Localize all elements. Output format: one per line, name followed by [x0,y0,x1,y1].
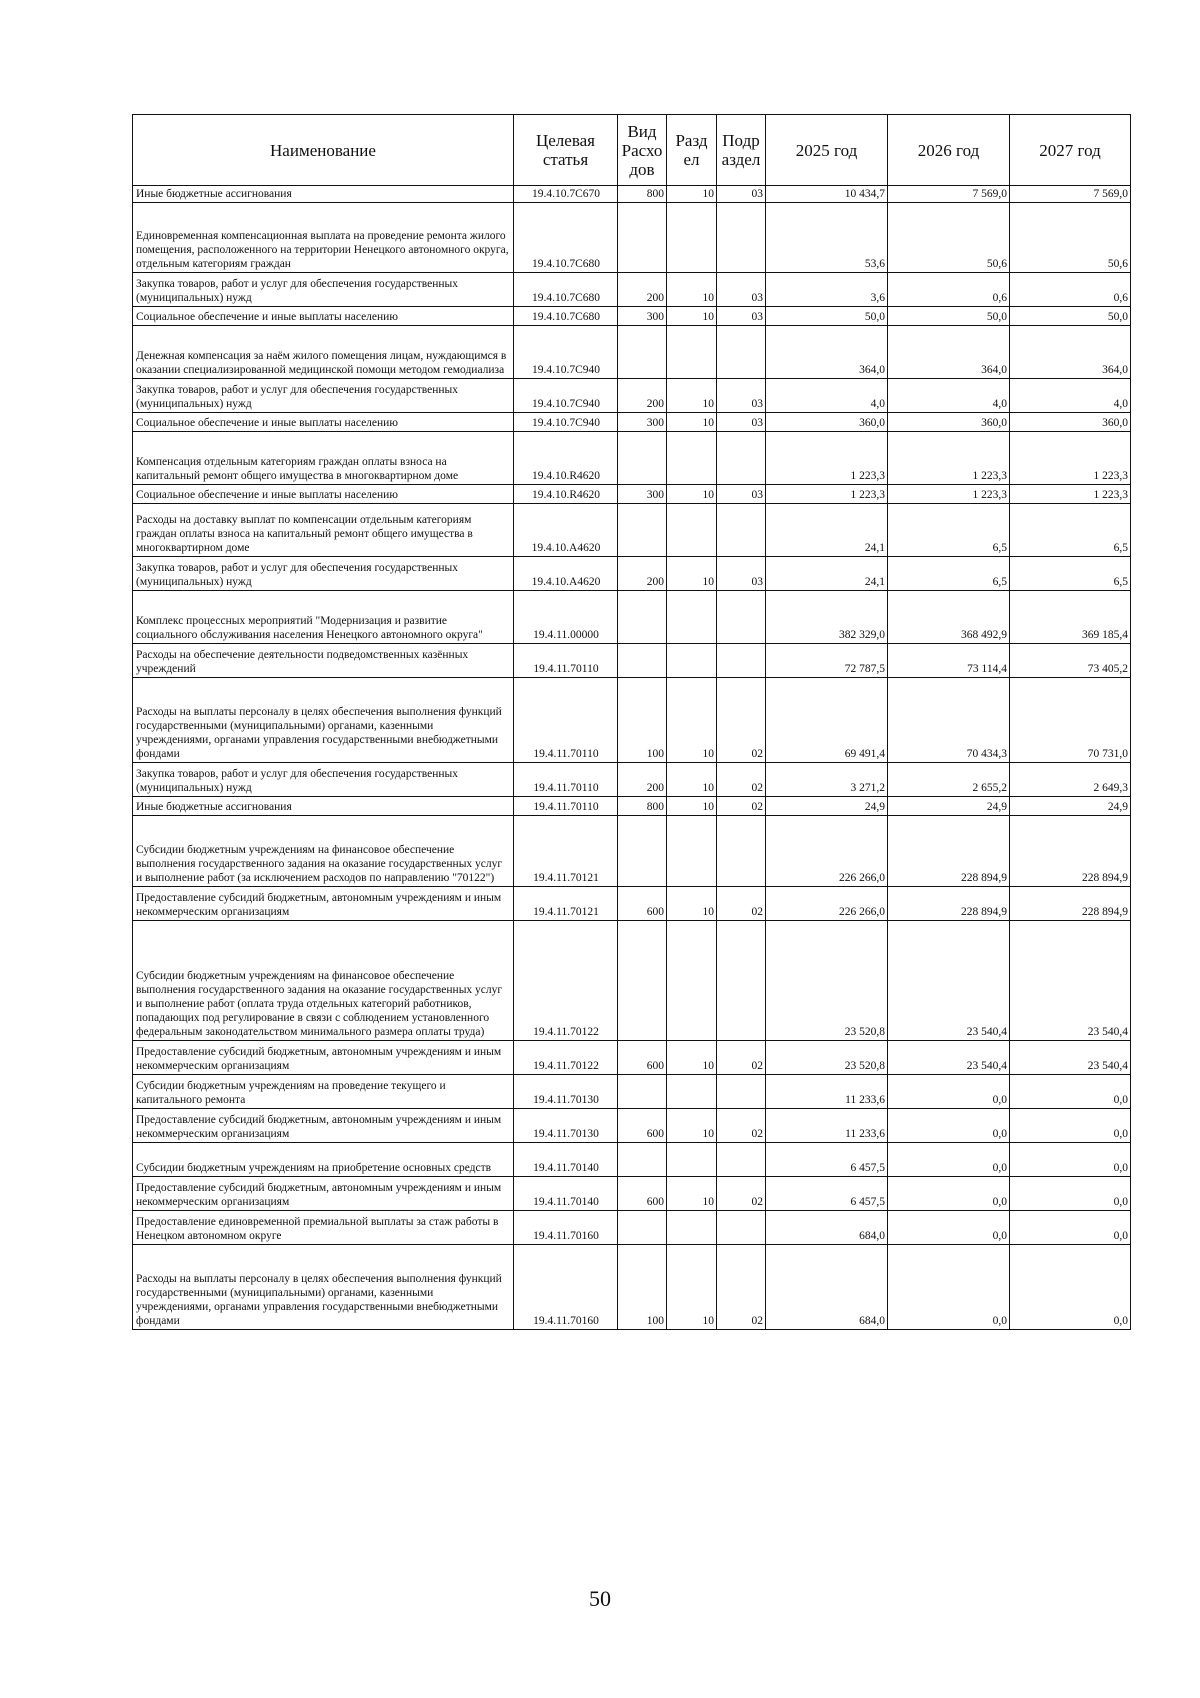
cell-target-article: 19.4.11.70160 [514,1211,618,1245]
cell-expense-type [618,644,667,678]
table-row [133,186,1131,203]
cell-year-2025: 10 434,7 [766,186,888,203]
cell-year-2025: 3,6 [766,273,888,307]
cell-name: Предоставление субсидий бюджетным, автономным учреждениям и иным некоммерческим организациям [133,887,514,921]
cell-expense-type [618,1143,667,1177]
cell-subsection: 02 [717,1109,766,1143]
cell-subsection [717,921,766,1041]
cell-year-2026: 6,5 [888,557,1010,591]
cell-expense-type: 600 [618,1177,667,1211]
cell-year-2025: 684,0 [766,1211,888,1245]
cell-year-2025: 72 787,5 [766,644,888,678]
cell-section [667,203,717,273]
cell-section [667,1143,717,1177]
cell-year-2027: 360,0 [1010,413,1131,432]
cell-expense-type [618,1075,667,1109]
cell-year-2025: 6 457,5 [766,1143,888,1177]
cell-name: Субсидии бюджетным учреждениям на финансовое обеспечение выполнения государственного задания на оказание государственных услуг и выполнение работ (оплата труда отдельных категорий работников, попадающих под регулирование в связи с соблюдением установленного федеральным законодательством минимального размера оплаты труда) [133,921,514,1041]
table-row [133,379,1131,413]
cell-subsection: 02 [717,797,766,816]
cell-subsection: 03 [717,485,766,504]
cell-name: Иные бюджетные ассигнования [133,186,514,203]
cell-year-2026: 228 894,9 [888,887,1010,921]
table-row [133,887,1131,921]
cell-subsection: 02 [717,1041,766,1075]
table-row [133,1075,1131,1109]
cell-year-2027: 0,0 [1010,1143,1131,1177]
cell-target-article: 19.4.11.70110 [514,644,618,678]
cell-target-article: 19.4.11.70130 [514,1109,618,1143]
cell-section [667,921,717,1041]
cell-subsection [717,1211,766,1245]
cell-section: 10 [667,557,717,591]
cell-name: Предоставление субсидий бюджетным, автономным учреждениям и иным некоммерческим организациям [133,1041,514,1075]
cell-year-2025: 382 329,0 [766,591,888,644]
table-row [133,1211,1131,1245]
table-row [133,307,1131,326]
cell-expense-type [618,326,667,379]
cell-year-2027: 369 185,4 [1010,591,1131,644]
header-year-2027: 2027 год [1010,115,1131,186]
cell-expense-type [618,1211,667,1245]
cell-subsection [717,1143,766,1177]
table-row [133,763,1131,797]
cell-section [667,816,717,887]
cell-name: Социальное обеспечение и иные выплаты населению [133,307,514,326]
cell-year-2027: 73 405,2 [1010,644,1131,678]
cell-year-2025: 23 520,8 [766,921,888,1041]
cell-target-article: 19.4.11.70110 [514,763,618,797]
cell-name: Расходы на доставку выплат по компенсации отдельным категориям граждан оплаты взноса на капитальный ремонт общего имущества в многоквартирном доме [133,504,514,557]
cell-target-article: 19.4.10.7С670 [514,186,618,203]
cell-year-2025: 24,1 [766,504,888,557]
header-year-2026: 2026 год [888,115,1010,186]
cell-subsection: 03 [717,186,766,203]
cell-year-2025: 364,0 [766,326,888,379]
table-row [133,644,1131,678]
cell-section: 10 [667,379,717,413]
cell-year-2027: 50,6 [1010,203,1131,273]
cell-name: Закупка товаров, работ и услуг для обеспечения государственных (муниципальных) нужд [133,557,514,591]
cell-section: 10 [667,1041,717,1075]
cell-expense-type: 800 [618,186,667,203]
cell-target-article: 19.4.10.7С680 [514,307,618,326]
cell-section: 10 [667,1109,717,1143]
cell-name: Расходы на выплаты персоналу в целях обеспечения выполнения функций государственными (муниципальными) органами, казенными учреждениями, органами управления государственными внебюджетными фондами [133,1245,514,1330]
cell-year-2026: 1 223,3 [888,432,1010,485]
cell-subsection: 03 [717,307,766,326]
table-row [133,678,1131,763]
cell-expense-type: 300 [618,485,667,504]
cell-section: 10 [667,1245,717,1330]
cell-year-2025: 69 491,4 [766,678,888,763]
cell-year-2025: 24,9 [766,797,888,816]
cell-section [667,326,717,379]
cell-year-2025: 50,0 [766,307,888,326]
cell-subsection: 02 [717,1245,766,1330]
cell-year-2026: 2 655,2 [888,763,1010,797]
cell-target-article: 19.4.10.7С940 [514,326,618,379]
cell-year-2026: 23 540,4 [888,1041,1010,1075]
cell-year-2026: 0,0 [888,1109,1010,1143]
cell-year-2027: 70 731,0 [1010,678,1131,763]
cell-target-article: 19.4.11.70110 [514,797,618,816]
header-section: Разд ел [667,115,717,186]
cell-subsection [717,816,766,887]
table-row [133,326,1131,379]
cell-year-2026: 360,0 [888,413,1010,432]
cell-name: Закупка товаров, работ и услуг для обеспечения государственных (муниципальных) нужд [133,273,514,307]
cell-section [667,591,717,644]
cell-expense-type: 200 [618,763,667,797]
header-year-2025: 2025 год [766,115,888,186]
cell-subsection [717,644,766,678]
table-row [133,797,1131,816]
cell-section: 10 [667,1177,717,1211]
cell-year-2027: 0,0 [1010,1075,1131,1109]
cell-year-2025: 6 457,5 [766,1177,888,1211]
cell-year-2027: 1 223,3 [1010,432,1131,485]
cell-target-article: 19.4.11.70122 [514,1041,618,1075]
cell-target-article: 19.4.10.7С680 [514,203,618,273]
cell-target-article: 19.4.10.7С680 [514,273,618,307]
cell-subsection: 02 [717,763,766,797]
budget-table [132,114,1131,1330]
cell-year-2027: 0,6 [1010,273,1131,307]
cell-year-2027: 6,5 [1010,504,1131,557]
cell-target-article: 19.4.10.R4620 [514,432,618,485]
cell-target-article: 19.4.11.70130 [514,1075,618,1109]
cell-expense-type: 200 [618,273,667,307]
table-row [133,413,1131,432]
cell-year-2026: 23 540,4 [888,921,1010,1041]
header-row [133,115,1131,186]
cell-target-article: 19.4.10.R4620 [514,485,618,504]
cell-section: 10 [667,413,717,432]
cell-section: 10 [667,273,717,307]
cell-year-2026: 4,0 [888,379,1010,413]
cell-name: Закупка товаров, работ и услуг для обеспечения государственных (муниципальных) нужд [133,379,514,413]
cell-year-2027: 2 649,3 [1010,763,1131,797]
cell-year-2027: 1 223,3 [1010,485,1131,504]
cell-expense-type [618,591,667,644]
cell-expense-type: 300 [618,307,667,326]
cell-expense-type: 300 [618,413,667,432]
cell-year-2026: 368 492,9 [888,591,1010,644]
table-row [133,203,1131,273]
cell-section: 10 [667,887,717,921]
cell-name: Компенсация отдельным категориям граждан оплаты взноса на капитальный ремонт общего имущества в многоквартирном доме [133,432,514,485]
cell-target-article: 19.4.10.А4620 [514,557,618,591]
cell-expense-type: 200 [618,379,667,413]
cell-year-2025: 3 271,2 [766,763,888,797]
cell-year-2026: 7 569,0 [888,186,1010,203]
cell-year-2026: 0,0 [888,1245,1010,1330]
cell-section [667,432,717,485]
cell-name: Единовременная компенсационная выплата на проведение ремонта жилого помещения, расположенного на территории Ненецкого автономного округа, отдельным категориям граждан [133,203,514,273]
cell-name: Субсидии бюджетным учреждениям на приобретение основных средств [133,1143,514,1177]
table-row [133,591,1131,644]
cell-year-2026: 24,9 [888,797,1010,816]
cell-name: Предоставление единовременной премиальной выплаты за стаж работы в Ненецком автономном округе [133,1211,514,1245]
cell-expense-type: 600 [618,1041,667,1075]
cell-target-article: 19.4.10.7С940 [514,413,618,432]
cell-year-2027: 228 894,9 [1010,887,1131,921]
table-row [133,1143,1131,1177]
cell-subsection [717,432,766,485]
table-row [133,816,1131,887]
cell-year-2026: 70 434,3 [888,678,1010,763]
cell-subsection [717,203,766,273]
table-row [133,504,1131,557]
cell-expense-type: 600 [618,887,667,921]
cell-year-2027: 0,0 [1010,1109,1131,1143]
cell-year-2027: 23 540,4 [1010,1041,1131,1075]
cell-target-article: 19.4.11.70121 [514,887,618,921]
cell-target-article: 19.4.11.70121 [514,816,618,887]
cell-target-article: 19.4.11.70122 [514,921,618,1041]
table-header [133,115,1131,186]
cell-target-article: 19.4.11.70140 [514,1177,618,1211]
cell-name: Социальное обеспечение и иные выплаты населению [133,413,514,432]
cell-year-2026: 1 223,3 [888,485,1010,504]
cell-section: 10 [667,186,717,203]
cell-year-2027: 364,0 [1010,326,1131,379]
cell-year-2026: 50,0 [888,307,1010,326]
cell-year-2026: 0,0 [888,1143,1010,1177]
cell-target-article: 19.4.11.70140 [514,1143,618,1177]
table-row [133,1109,1131,1143]
cell-year-2025: 53,6 [766,203,888,273]
cell-subsection [717,591,766,644]
cell-subsection: 03 [717,273,766,307]
header-target-article: Целевая статья [514,115,618,186]
cell-year-2027: 24,9 [1010,797,1131,816]
header-expense-type: Вид Расхо дов [618,115,667,186]
cell-name: Субсидии бюджетным учреждениям на финансовое обеспечение выполнения государственного задания на оказание государственных услуг и выполнение работ (за исключением расходов по направлению "70122") [133,816,514,887]
header-subsection: Подр аздел [717,115,766,186]
cell-year-2026: 0,0 [888,1177,1010,1211]
cell-year-2027: 0,0 [1010,1245,1131,1330]
table-body [133,186,1131,1330]
cell-year-2027: 4,0 [1010,379,1131,413]
cell-year-2025: 24,1 [766,557,888,591]
cell-target-article: 19.4.11.70110 [514,678,618,763]
cell-year-2027: 0,0 [1010,1177,1131,1211]
cell-expense-type: 800 [618,797,667,816]
cell-expense-type: 600 [618,1109,667,1143]
cell-year-2026: 6,5 [888,504,1010,557]
cell-name: Закупка товаров, работ и услуг для обеспечения государственных (муниципальных) нужд [133,763,514,797]
table-row [133,557,1131,591]
table-row [133,1245,1131,1330]
table-row [133,485,1131,504]
table-row [133,432,1131,485]
cell-year-2026: 0,0 [888,1075,1010,1109]
cell-year-2026: 364,0 [888,326,1010,379]
cell-expense-type: 100 [618,1245,667,1330]
cell-expense-type: 200 [618,557,667,591]
cell-year-2025: 226 266,0 [766,887,888,921]
cell-subsection: 03 [717,557,766,591]
cell-section [667,644,717,678]
cell-section: 10 [667,678,717,763]
cell-name: Социальное обеспечение и иные выплаты населению [133,485,514,504]
cell-year-2025: 1 223,3 [766,432,888,485]
cell-year-2025: 11 233,6 [766,1075,888,1109]
cell-subsection [717,504,766,557]
cell-target-article: 19.4.10.А4620 [514,504,618,557]
cell-section: 10 [667,485,717,504]
cell-subsection: 03 [717,379,766,413]
cell-year-2025: 360,0 [766,413,888,432]
cell-year-2025: 226 266,0 [766,816,888,887]
cell-year-2027: 6,5 [1010,557,1131,591]
cell-year-2025: 684,0 [766,1245,888,1330]
header-name: Наименование [133,115,514,186]
cell-section [667,1075,717,1109]
cell-expense-type [618,203,667,273]
cell-year-2026: 228 894,9 [888,816,1010,887]
cell-year-2027: 50,0 [1010,307,1131,326]
page-number: 50 [589,1586,611,1611]
cell-year-2026: 73 114,4 [888,644,1010,678]
cell-year-2026: 50,6 [888,203,1010,273]
cell-name: Предоставление субсидий бюджетным, автономным учреждениям и иным некоммерческим организациям [133,1177,514,1211]
cell-year-2025: 11 233,6 [766,1109,888,1143]
cell-name: Субсидии бюджетным учреждениям на проведение текущего и капитального ремонта [133,1075,514,1109]
cell-subsection [717,1075,766,1109]
cell-subsection: 02 [717,678,766,763]
cell-name: Комплекс процессных мероприятий "Модернизация и развитие социального обслуживания населения Ненецкого автономного округа" [133,591,514,644]
cell-target-article: 19.4.10.7С940 [514,379,618,413]
cell-expense-type [618,432,667,485]
cell-name: Расходы на обеспечение деятельности подведомственных казённых учреждений [133,644,514,678]
table-row [133,273,1131,307]
cell-year-2027: 7 569,0 [1010,186,1131,203]
cell-target-article: 19.4.11.70160 [514,1245,618,1330]
cell-subsection [717,326,766,379]
cell-name: Предоставление субсидий бюджетным, автономным учреждениям и иным некоммерческим организациям [133,1109,514,1143]
cell-expense-type [618,921,667,1041]
cell-section: 10 [667,763,717,797]
cell-year-2027: 228 894,9 [1010,816,1131,887]
cell-name: Расходы на выплаты персоналу в целях обеспечения выполнения функций государственными (муниципальными) органами, казенными учреждениями, органами управления государственными внебюджетными фондами [133,678,514,763]
cell-subsection: 02 [717,1177,766,1211]
cell-name: Иные бюджетные ассигнования [133,797,514,816]
cell-name: Денежная компенсация за наём жилого помещения лицам, нуждающимся в оказании специализированной медицинской помощи методом гемодиализа [133,326,514,379]
cell-section [667,504,717,557]
cell-year-2025: 1 223,3 [766,485,888,504]
cell-expense-type [618,816,667,887]
cell-year-2027: 23 540,4 [1010,921,1131,1041]
cell-section: 10 [667,307,717,326]
cell-subsection: 03 [717,413,766,432]
cell-year-2026: 0,6 [888,273,1010,307]
cell-target-article: 19.4.11.00000 [514,591,618,644]
cell-expense-type: 100 [618,678,667,763]
cell-subsection: 02 [717,887,766,921]
table-row [133,1041,1131,1075]
cell-year-2025: 4,0 [766,379,888,413]
cell-section [667,1211,717,1245]
cell-expense-type [618,504,667,557]
cell-section: 10 [667,797,717,816]
table-row [133,921,1131,1041]
cell-year-2027: 0,0 [1010,1211,1131,1245]
table-row [133,1177,1131,1211]
cell-year-2025: 23 520,8 [766,1041,888,1075]
cell-year-2026: 0,0 [888,1211,1010,1245]
